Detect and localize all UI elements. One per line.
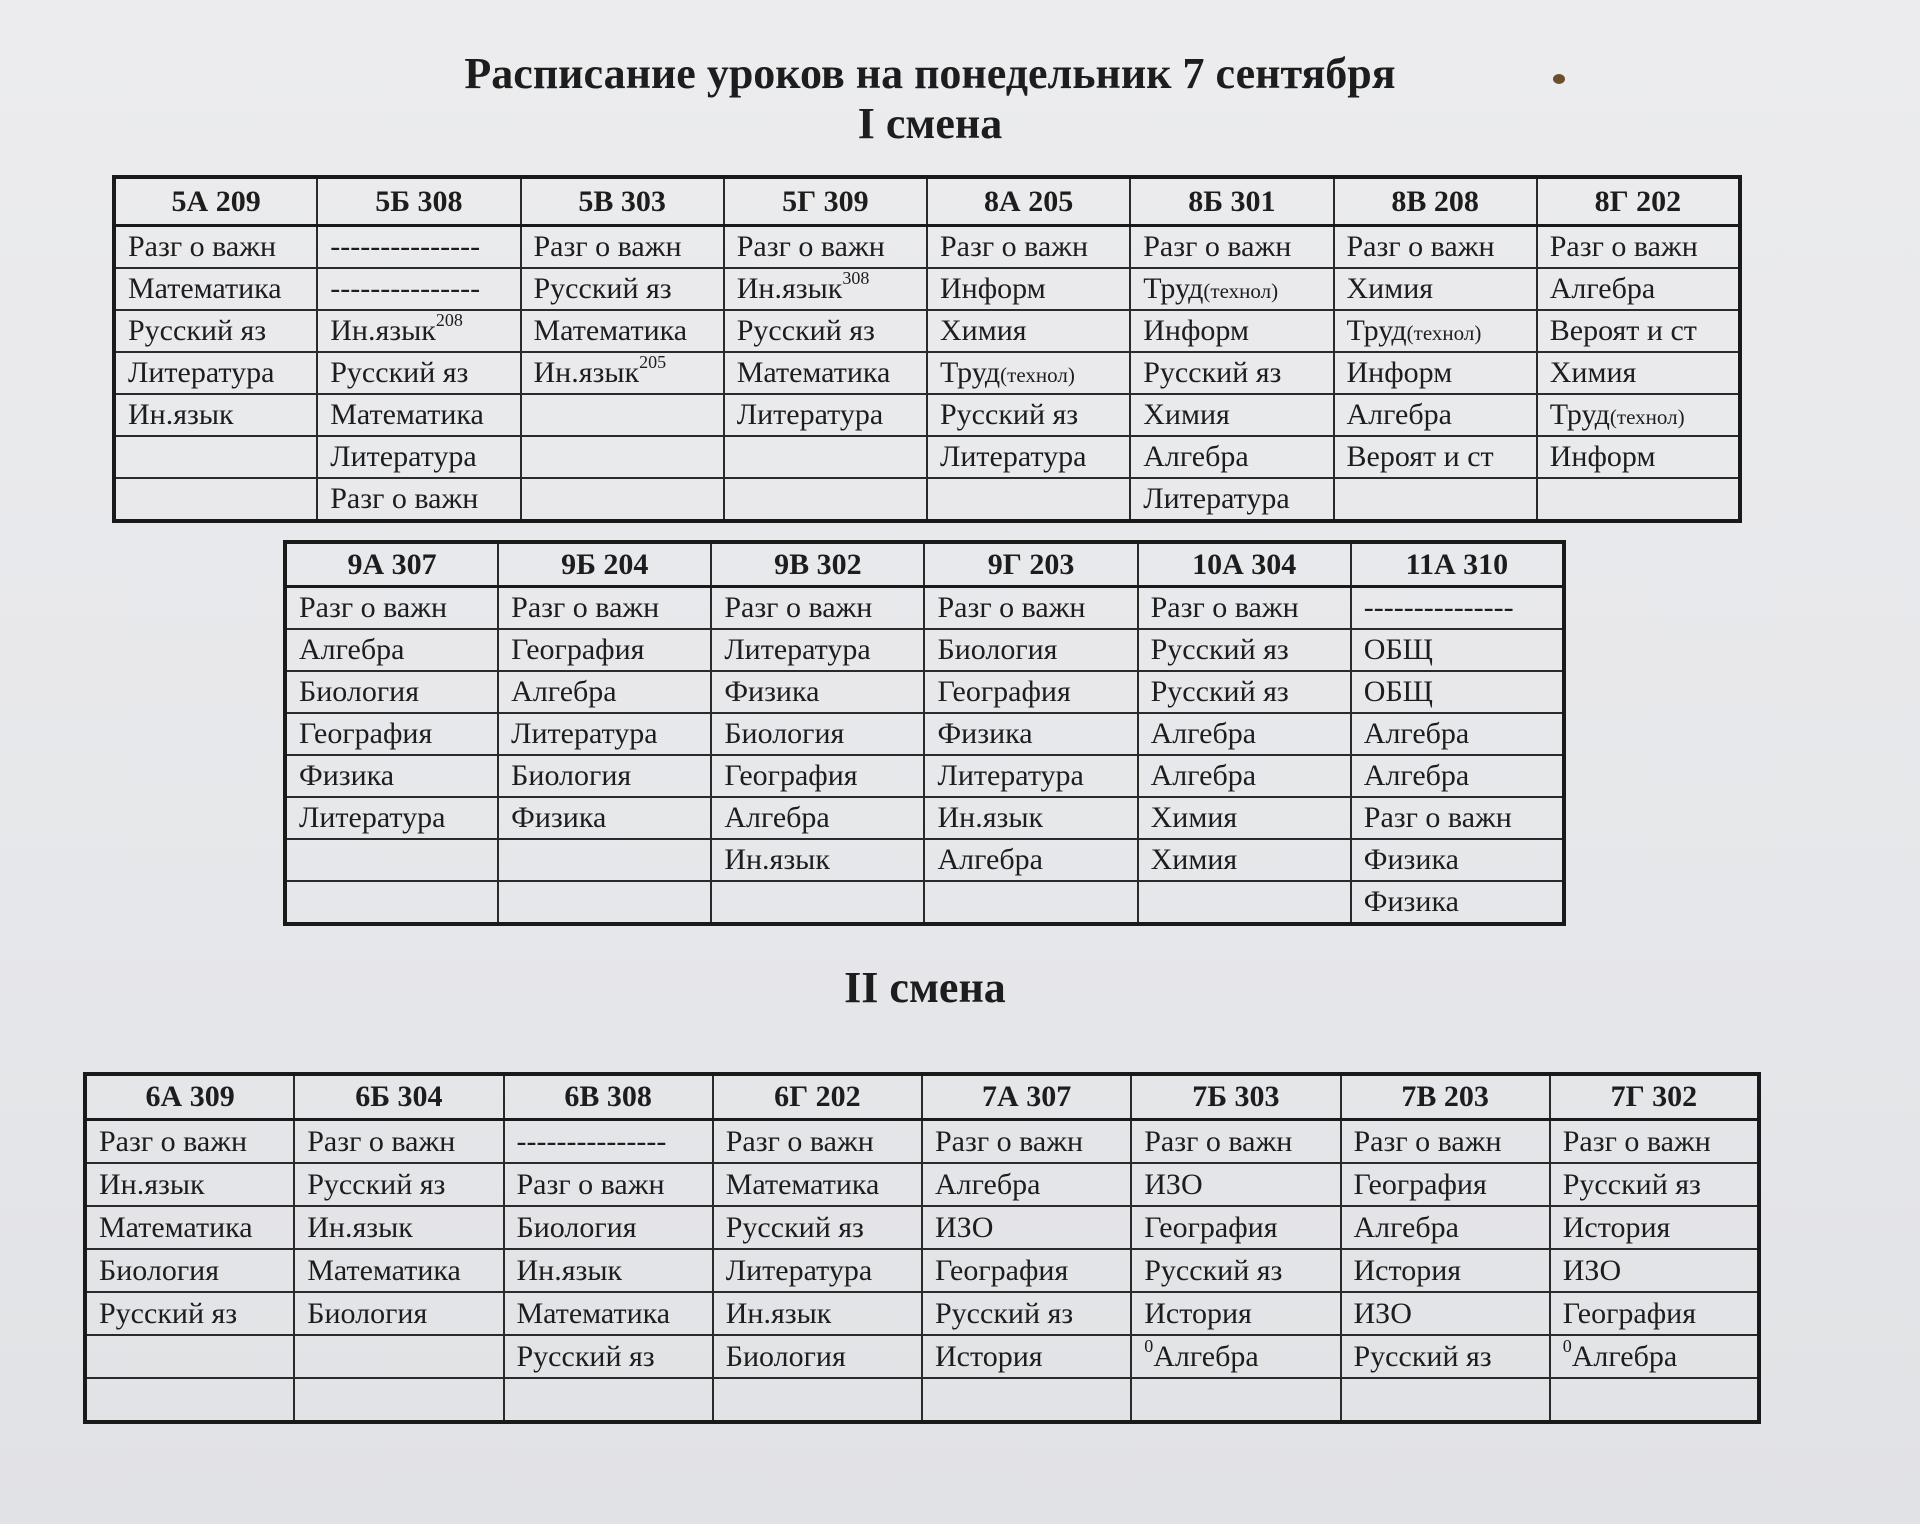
class-room-header: 9В 302 xyxy=(711,542,924,587)
lesson-cell: Физика xyxy=(498,797,711,839)
lesson-cell: Русский яз xyxy=(85,1292,294,1335)
lesson-cell: Алгебра xyxy=(1351,755,1564,797)
document-title: Расписание уроков на понедельник 7 сентября xyxy=(464,49,1396,98)
lesson-cell: Разг о важн xyxy=(85,1120,294,1164)
lesson-cell: Литература xyxy=(498,713,711,755)
lesson-cell: Алгебра xyxy=(924,839,1137,881)
lesson-cell: Алгебра xyxy=(922,1163,1131,1206)
lesson-cell: Русский яз xyxy=(1341,1335,1550,1378)
lesson-cell: Химия xyxy=(1334,268,1537,310)
lesson-cell: Биология xyxy=(713,1335,922,1378)
lesson-cell xyxy=(285,839,498,881)
lesson-cell: Математика xyxy=(317,394,520,436)
lesson-cell: Разг о важн xyxy=(1550,1120,1759,1164)
lesson-cell: Русский яз xyxy=(927,394,1130,436)
lesson-cell: Химия xyxy=(1537,352,1740,394)
lesson-cell xyxy=(927,478,1130,521)
lesson-cell: Химия xyxy=(927,310,1130,352)
lesson-cell: --------------- xyxy=(504,1120,713,1164)
lesson-cell: География xyxy=(498,629,711,671)
lesson-cell xyxy=(294,1335,503,1378)
lesson-cell: Разг о важн xyxy=(924,587,1137,630)
class-room-header: 6А 309 xyxy=(85,1074,294,1120)
class-room-header: 8Б 301 xyxy=(1130,177,1333,226)
lesson-cell: Разг о важн xyxy=(1131,1120,1340,1164)
lesson-cell: Алгебра xyxy=(1130,436,1333,478)
lesson-cell: Литература xyxy=(924,755,1137,797)
lesson-cell xyxy=(85,1335,294,1378)
lesson-cell: Литература xyxy=(285,797,498,839)
lesson-cell: Разг о важн xyxy=(1537,226,1740,269)
lesson-cell: Разг о важн xyxy=(922,1120,1131,1164)
schedule-table-shift-2-grades-6-7 xyxy=(83,1072,1761,1424)
lesson-cell: Физика xyxy=(924,713,1137,755)
lesson-cell: Математика xyxy=(504,1292,713,1335)
lesson-row xyxy=(285,629,1564,671)
lesson-cell: Ин.язык xyxy=(294,1206,503,1249)
lesson-cell: Литература xyxy=(114,352,317,394)
lesson-cell: Информ xyxy=(927,268,1130,310)
lesson-cell: История xyxy=(1341,1249,1550,1292)
lesson-row xyxy=(85,1292,1759,1335)
lesson-row xyxy=(285,713,1564,755)
lesson-cell: Ин.язык xyxy=(504,1249,713,1292)
lesson-cell: Физика xyxy=(1351,839,1564,881)
lesson-cell: Ин.язык xyxy=(711,839,924,881)
header-row xyxy=(285,542,1564,587)
class-room-header: 9А 307 xyxy=(285,542,498,587)
lesson-cell: $^0$Алгебра xyxy=(1550,1335,1759,1378)
lesson-cell: Разг о важн xyxy=(521,226,724,269)
lesson-cell: Труд(технол) xyxy=(1334,310,1537,352)
lesson-cell xyxy=(504,1378,713,1422)
class-room-header: 6Б 304 xyxy=(294,1074,503,1120)
lesson-cell xyxy=(521,394,724,436)
lesson-row xyxy=(285,797,1564,839)
lesson-cell: Разг о важн xyxy=(1341,1120,1550,1164)
class-room-header: 7Б 303 xyxy=(1131,1074,1340,1120)
lesson-cell: ОБЩ xyxy=(1351,671,1564,713)
lesson-cell xyxy=(713,1378,922,1422)
lesson-cell xyxy=(114,436,317,478)
lesson-row xyxy=(114,394,1740,436)
lesson-row xyxy=(285,587,1564,630)
lesson-cell xyxy=(285,881,498,924)
lesson-cell: Химия xyxy=(1130,394,1333,436)
lesson-cell: Биология xyxy=(285,671,498,713)
lesson-cell: Разг о важн xyxy=(927,226,1130,269)
lesson-cell: ИЗО xyxy=(1341,1292,1550,1335)
lesson-row xyxy=(85,1249,1759,1292)
class-room-header: 5Б 308 xyxy=(317,177,520,226)
lesson-cell: Литература xyxy=(713,1249,922,1292)
lesson-cell: Русский яз xyxy=(504,1335,713,1378)
lesson-row xyxy=(285,881,1564,924)
lesson-cell: Математика xyxy=(294,1249,503,1292)
lesson-cell xyxy=(85,1378,294,1422)
class-room-header: 6Г 202 xyxy=(713,1074,922,1120)
lesson-cell xyxy=(724,478,927,521)
lesson-cell: Разг о важн xyxy=(504,1163,713,1206)
lesson-row xyxy=(285,755,1564,797)
lesson-cell: Русский яз xyxy=(317,352,520,394)
lesson-cell: Биология xyxy=(85,1249,294,1292)
lesson-cell: Русский яз xyxy=(294,1163,503,1206)
lesson-cell: Биология xyxy=(504,1206,713,1249)
lesson-cell: Информ xyxy=(1537,436,1740,478)
lesson-cell xyxy=(114,478,317,521)
lesson-cell: Ин.язык xyxy=(713,1292,922,1335)
lesson-cell: Литература xyxy=(927,436,1130,478)
class-room-header: 5А 209 xyxy=(114,177,317,226)
lesson-cell: Алгебра xyxy=(1341,1206,1550,1249)
lesson-cell: ИЗО xyxy=(922,1206,1131,1249)
lesson-cell: История xyxy=(922,1335,1131,1378)
lesson-cell: Разг о важн xyxy=(1130,226,1333,269)
lesson-cell: Математика xyxy=(724,352,927,394)
class-room-header: 8В 208 xyxy=(1334,177,1537,226)
lesson-cell xyxy=(1341,1378,1550,1422)
lesson-cell: Алгебра xyxy=(1351,713,1564,755)
lesson-cell: Алгебра xyxy=(1138,755,1351,797)
lesson-cell: Труд(технол) xyxy=(1537,394,1740,436)
class-room-header: 9Б 204 xyxy=(498,542,711,587)
lesson-cell: Вероят и ст xyxy=(1537,310,1740,352)
lesson-cell: Литература xyxy=(724,394,927,436)
lesson-cell: Разг о важн xyxy=(724,226,927,269)
lesson-cell: Математика xyxy=(114,268,317,310)
lesson-cell: География xyxy=(711,755,924,797)
lesson-cell: Физика xyxy=(711,671,924,713)
lesson-row xyxy=(85,1378,1759,1422)
lesson-cell: Алгебра xyxy=(1138,713,1351,755)
lesson-cell: Информ xyxy=(1130,310,1333,352)
lesson-row xyxy=(114,352,1740,394)
lesson-cell: --------------- xyxy=(1351,587,1564,630)
lesson-cell: Химия xyxy=(1138,839,1351,881)
lesson-row xyxy=(285,671,1564,713)
lesson-cell: География xyxy=(922,1249,1131,1292)
lesson-cell: Разг о важн xyxy=(1334,226,1537,269)
lesson-cell: Ин.язык xyxy=(114,394,317,436)
lesson-cell: Алгебра xyxy=(285,629,498,671)
lesson-cell: Биология xyxy=(498,755,711,797)
schedule-table-shift-1-grades-5-8 xyxy=(112,175,1742,523)
lesson-cell: Труд(технол) xyxy=(1130,268,1333,310)
lesson-cell xyxy=(711,881,924,924)
lesson-cell: ИЗО xyxy=(1131,1163,1340,1206)
lesson-cell: Разг о важн xyxy=(711,587,924,630)
lesson-cell: --------------- xyxy=(317,268,520,310)
class-room-header: 8Г 202 xyxy=(1537,177,1740,226)
lesson-row xyxy=(114,310,1740,352)
lesson-cell: --------------- xyxy=(317,226,520,269)
lesson-cell: Разг о важн xyxy=(498,587,711,630)
lesson-cell: География xyxy=(1131,1206,1340,1249)
lesson-cell: Алгебра xyxy=(711,797,924,839)
lesson-cell xyxy=(498,839,711,881)
lesson-cell: Литература xyxy=(711,629,924,671)
lesson-cell: Разг о важн xyxy=(713,1120,922,1164)
lesson-cell: История xyxy=(1131,1292,1340,1335)
lesson-cell: Русский яз xyxy=(1138,629,1351,671)
lesson-cell xyxy=(1334,478,1537,521)
class-room-header: 8А 205 xyxy=(927,177,1130,226)
lesson-cell: Русский яз xyxy=(922,1292,1131,1335)
lesson-cell xyxy=(1537,478,1740,521)
lesson-cell: Математика xyxy=(713,1163,922,1206)
class-room-header: 9Г 203 xyxy=(924,542,1137,587)
lesson-cell: География xyxy=(1550,1292,1759,1335)
lesson-row xyxy=(85,1335,1759,1378)
lesson-cell: Ин.язык$^{208}$ xyxy=(317,310,520,352)
lesson-cell: Алгебра xyxy=(1537,268,1740,310)
lesson-cell xyxy=(294,1378,503,1422)
schedule-table-shift-1-grades-9-11 xyxy=(283,540,1566,926)
lesson-row xyxy=(85,1163,1759,1206)
lesson-cell: ОБЩ xyxy=(1351,629,1564,671)
lesson-cell: Литература xyxy=(1130,478,1333,521)
lesson-cell: Математика xyxy=(85,1206,294,1249)
lesson-cell: $^0$Алгебра xyxy=(1131,1335,1340,1378)
lesson-cell: Русский яз xyxy=(1130,352,1333,394)
shift-2-heading: II смена xyxy=(844,963,1006,1012)
class-room-header: 5Г 309 xyxy=(724,177,927,226)
lesson-row xyxy=(114,478,1740,521)
header-row xyxy=(85,1074,1759,1120)
lesson-cell: Математика xyxy=(521,310,724,352)
lesson-cell: Физика xyxy=(285,755,498,797)
lesson-cell: Русский яз xyxy=(521,268,724,310)
lesson-cell: Разг о важн xyxy=(285,587,498,630)
lesson-cell: Разг о важн xyxy=(294,1120,503,1164)
lesson-cell: Русский яз xyxy=(713,1206,922,1249)
lesson-cell: Информ xyxy=(1334,352,1537,394)
lesson-cell: Литература xyxy=(317,436,520,478)
lesson-cell: География xyxy=(924,671,1137,713)
class-room-header: 10А 304 xyxy=(1138,542,1351,587)
lesson-cell: Русский яз xyxy=(1138,671,1351,713)
shift-1-heading: I смена xyxy=(857,99,1003,148)
class-room-header: 7Г 302 xyxy=(1550,1074,1759,1120)
lesson-cell: Труд(технол) xyxy=(927,352,1130,394)
lesson-cell: Русский яз xyxy=(1550,1163,1759,1206)
lesson-cell: Разг о важн xyxy=(1351,797,1564,839)
lesson-cell xyxy=(1131,1378,1340,1422)
lesson-row xyxy=(85,1120,1759,1164)
lesson-cell: Биология xyxy=(924,629,1137,671)
lesson-cell: Разг о важн xyxy=(1138,587,1351,630)
lesson-cell: Ин.язык xyxy=(85,1163,294,1206)
class-room-header: 7В 203 xyxy=(1341,1074,1550,1120)
lesson-cell: Русский яз xyxy=(1131,1249,1340,1292)
lesson-row xyxy=(114,226,1740,269)
lesson-cell: Ин.язык$^{205}$ xyxy=(521,352,724,394)
lesson-row xyxy=(85,1206,1759,1249)
lesson-cell: Физика xyxy=(1351,881,1564,924)
lesson-cell: Алгебра xyxy=(1334,394,1537,436)
lesson-cell xyxy=(1138,881,1351,924)
lesson-cell: ИЗО xyxy=(1550,1249,1759,1292)
class-room-header: 7А 307 xyxy=(922,1074,1131,1120)
lesson-cell: Русский яз xyxy=(114,310,317,352)
lesson-cell: История xyxy=(1550,1206,1759,1249)
lesson-cell: География xyxy=(285,713,498,755)
lesson-cell: Разг о важн xyxy=(114,226,317,269)
lesson-cell: Вероят и ст xyxy=(1334,436,1537,478)
lesson-cell: Разг о важн xyxy=(317,478,520,521)
lesson-cell xyxy=(1550,1378,1759,1422)
lesson-cell: Биология xyxy=(294,1292,503,1335)
lesson-row xyxy=(285,839,1564,881)
lesson-cell: Ин.язык$^{308}$ xyxy=(724,268,927,310)
lesson-cell xyxy=(521,436,724,478)
lesson-cell: География xyxy=(1341,1163,1550,1206)
class-room-header: 5В 303 xyxy=(521,177,724,226)
lesson-cell xyxy=(924,881,1137,924)
header-row xyxy=(114,177,1740,226)
lesson-row xyxy=(114,436,1740,478)
lesson-cell: Русский яз xyxy=(724,310,927,352)
lesson-row xyxy=(114,268,1740,310)
lesson-cell: Биология xyxy=(711,713,924,755)
lesson-cell: Ин.язык xyxy=(924,797,1137,839)
class-room-header: 6В 308 xyxy=(504,1074,713,1120)
class-room-header: 11А 310 xyxy=(1351,542,1564,587)
lesson-cell xyxy=(521,478,724,521)
lesson-cell xyxy=(498,881,711,924)
lesson-cell xyxy=(724,436,927,478)
lesson-cell: Алгебра xyxy=(498,671,711,713)
lesson-cell xyxy=(922,1378,1131,1422)
lesson-cell: Химия xyxy=(1138,797,1351,839)
